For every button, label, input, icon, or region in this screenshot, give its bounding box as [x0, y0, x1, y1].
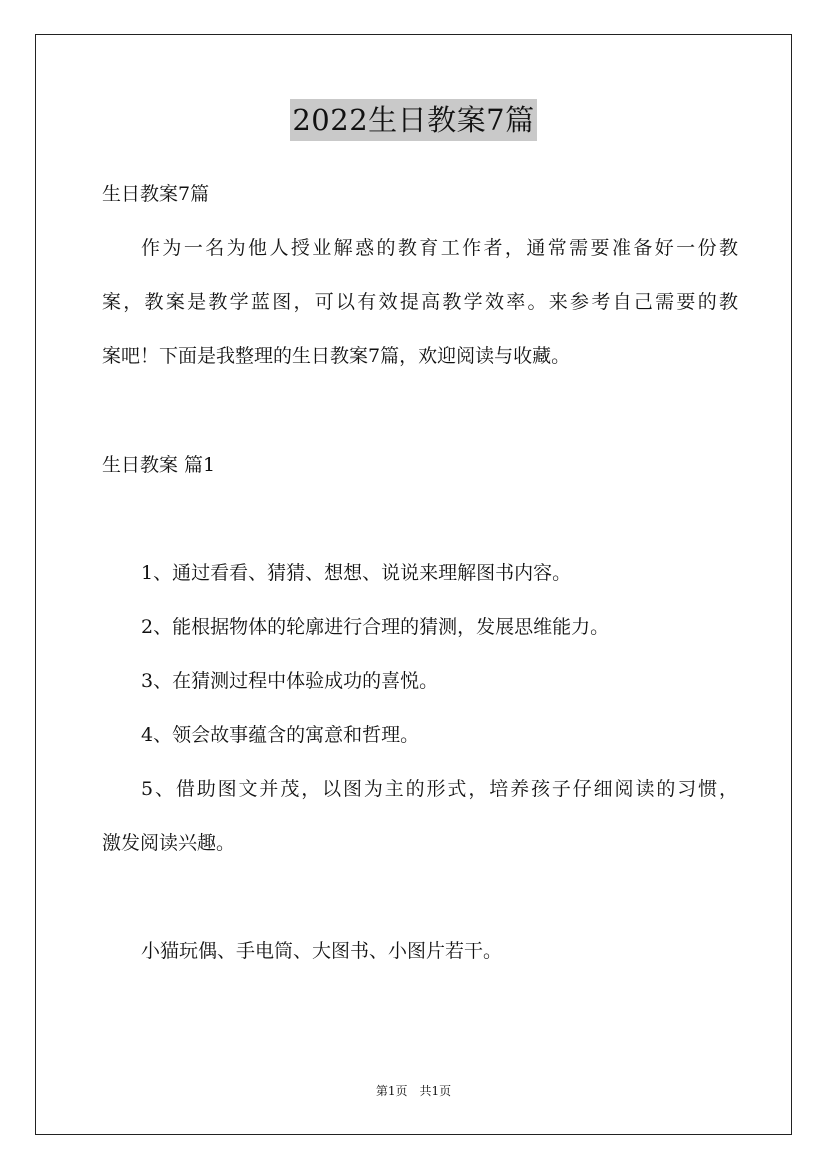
- intro-line-2: 案，教案是教学蓝图，可以有效提高教学效率。来参考自己需要的教: [102, 291, 738, 313]
- section-heading: 生日教案 篇1: [102, 454, 216, 476]
- intro-line-3: 案吧！下面是我整理的生日教案7篇，欢迎阅读与收藏。: [102, 345, 571, 367]
- document-title: 2022生日教案7篇: [290, 99, 536, 141]
- goal-item-2: 2、能根据物体的轮廓进行合理的猜测，发展思维能力。: [141, 616, 610, 638]
- goal-item-1: 1、通过看看、猜猜、想想、说说来理解图书内容。: [141, 562, 572, 584]
- title-container: [0, 99, 827, 141]
- materials-line: 小猫玩偶、手电筒、大图书、小图片若干。: [141, 940, 503, 962]
- intro-line-1: 作为一名为他人授业解惑的教育工作者，通常需要准备好一份教: [141, 237, 738, 259]
- goal-item-4: 4、领会故事蕴含的寓意和哲理。: [141, 724, 420, 746]
- page-footer: 第1页 共1页: [375, 1084, 452, 1098]
- goal-item-5: 5、借助图文并茂，以图为主的形式，培养孩子仔细阅读的习惯，: [141, 778, 738, 800]
- goal-item-3: 3、在猜测过程中体验成功的喜悦。: [141, 670, 439, 692]
- goal-item-5-continued: 激发阅读兴趣。: [102, 832, 236, 854]
- document-subtitle: 生日教案7篇: [102, 183, 210, 205]
